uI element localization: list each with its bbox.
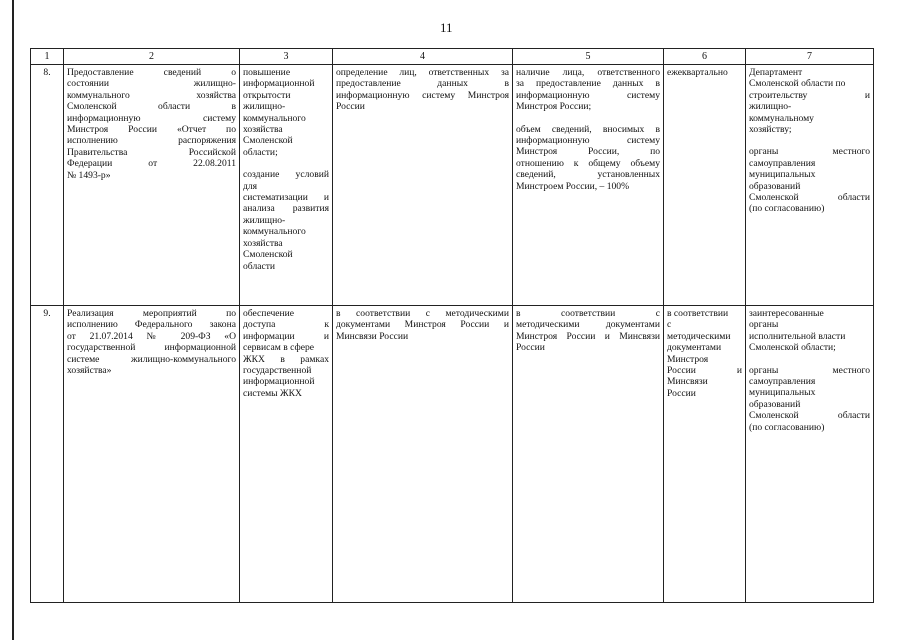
cell-line: Смоленской области по (749, 78, 846, 90)
cell-line: образований (749, 398, 801, 410)
cell-line: Минсвязи (667, 376, 708, 388)
cell-line: Смоленской области (749, 410, 870, 422)
cell-line: коммунальному (749, 112, 814, 124)
cell-line: Смоленской области в (67, 101, 236, 113)
cell-line: информационную систему (516, 89, 660, 101)
responsible-cell (746, 65, 874, 306)
column-number-4: 4 (333, 49, 513, 65)
cell-line: анализа развития (243, 203, 329, 215)
cell-line: информационную систему (516, 135, 660, 147)
cell-line: Смоленской (243, 249, 293, 261)
cell-line: муниципальных (749, 169, 816, 181)
measures-cell (333, 306, 513, 603)
cell-line: области; (243, 146, 278, 158)
cell-line: России и (667, 365, 742, 377)
cell-line: Минстроя (667, 353, 709, 365)
cell-line: коммунального (243, 112, 306, 124)
cell-line: самоуправления (749, 157, 816, 169)
cell-line: в соответствии с (516, 308, 660, 319)
cell-line: Правительства Российской (67, 146, 236, 158)
cell-line: Департамент (749, 67, 803, 78)
cell-line: в соответствии с методическими (336, 308, 509, 319)
cell-line: хозяйству; (749, 124, 792, 136)
measures-cell (333, 65, 513, 306)
cell-line: коммунального хозяйства (67, 89, 236, 101)
cell-line: сервисам в сфере (243, 342, 315, 354)
cell-line: информационную систему (67, 112, 236, 124)
indicator-cell (513, 65, 664, 306)
cell-line: России (336, 101, 365, 113)
cell-line: России (667, 387, 696, 399)
cell-line: обеспечение (243, 308, 295, 319)
cell-line: исполнению распоряжения (67, 135, 236, 147)
cell-line: жилищно- (749, 101, 792, 113)
cell-line: информационной (243, 376, 315, 388)
cell-line: наличие лица, ответственного (516, 67, 660, 78)
cell-line: сведений, установленных (516, 169, 660, 181)
table-row (31, 65, 874, 306)
cell-line: хозяйства» (67, 365, 112, 377)
table-row (31, 306, 874, 603)
row-number: 9. (31, 306, 64, 603)
column-number-1: 1 (31, 49, 64, 65)
cell-line: систематизации и (243, 192, 329, 204)
cell-line: Предоставление сведений о (67, 67, 236, 78)
column-number-2: 2 (64, 49, 240, 65)
cell-line: № 1493-р» (67, 169, 111, 181)
cell-line: доступа к (243, 319, 329, 331)
plan-table (30, 48, 874, 603)
column-number-7: 7 (746, 49, 874, 65)
cell-line: Федерации от 22.08.2011 (67, 158, 236, 170)
scan-edge-line (12, 0, 14, 640)
cell-line: Реализация мероприятий по (67, 308, 236, 319)
goal-cell (240, 65, 333, 306)
cell-line: за предоставление данных в (516, 78, 660, 90)
cell-line: жилищно- (243, 101, 286, 113)
cell-line: Минстроя России «Отчет по (67, 124, 236, 136)
cell-line: создание условий (243, 169, 329, 181)
page-number: 11 (440, 20, 453, 35)
cell-line: Минстроя России и Минсвязи (516, 330, 660, 342)
column-number-header-row (31, 49, 874, 65)
deadline-cell (664, 65, 746, 306)
cell-line: Минстроем России, – 100% (516, 180, 630, 192)
deadline-cell (664, 306, 746, 603)
cell-line: Смоленской области (749, 192, 870, 204)
cell-line: образований (749, 180, 801, 192)
activity-cell (64, 306, 240, 603)
cell-line: для (243, 180, 258, 192)
cell-line: жилищно- (243, 214, 286, 226)
cell-line: от 21.07.2014 № 209-ФЗ «О (67, 330, 236, 342)
cell-line: России (516, 342, 545, 354)
cell-line: системе жилищно-коммунального (67, 353, 236, 365)
cell-line: Минстроя России, по (516, 146, 660, 158)
cell-line: исполнению Федерального закона (67, 319, 236, 331)
cell-line: повышение (243, 67, 291, 78)
cell-line: (по согласованию) (749, 203, 825, 215)
cell-line: Минстроя России; (516, 101, 592, 113)
cell-line: муниципальных (749, 387, 816, 399)
cell-line: методическими документами (516, 319, 660, 331)
cell-line: в соответствии (667, 308, 729, 319)
cell-line: открытости (243, 89, 291, 101)
cell-line: хозяйства (243, 237, 283, 249)
cell-line: органы местного (749, 146, 870, 158)
cell-line: строительству и (749, 89, 870, 101)
cell-line: информации и (243, 330, 329, 342)
cell-line: Минсвязи России (336, 330, 409, 342)
cell-line: состоянии жилищно- (67, 78, 236, 90)
cell-line: системы ЖКХ (243, 387, 302, 399)
row-number: 8. (31, 65, 64, 306)
cell-line: отношению к общему объему (516, 157, 660, 169)
cell-line: Смоленской области; (749, 342, 836, 354)
cell-line: самоуправления (749, 376, 816, 388)
goal-cell (240, 306, 333, 603)
column-number-3: 3 (240, 49, 333, 65)
cell-line: определение лиц, ответственных за (336, 67, 509, 78)
cell-line: документами (667, 342, 722, 354)
cell-line: объем сведений, вносимых в (516, 123, 660, 135)
cell-line: предоставление данных в (336, 78, 509, 90)
cell-line: документами Минстроя России и (336, 319, 509, 331)
cell-line: органы (749, 319, 779, 331)
cell-line: государственной (243, 365, 312, 377)
column-number-5: 5 (513, 49, 664, 65)
activity-cell (64, 65, 240, 306)
cell-line: информационной (243, 78, 315, 90)
cell-line: органы местного (749, 364, 870, 376)
cell-line: Смоленской (243, 135, 293, 147)
cell-line: коммунального (243, 226, 306, 238)
cell-line: информационную систему Минстроя (336, 89, 509, 101)
cell-line: (по согласованию) (749, 421, 825, 433)
cell-line: области (243, 260, 276, 272)
cell-line: заинтересованные (749, 308, 824, 319)
cell-line: государственной информационной (67, 342, 236, 354)
cell-line: исполнительной власти (749, 330, 846, 342)
indicator-cell (513, 306, 664, 603)
cell-line: хозяйства (243, 124, 283, 136)
responsible-cell (746, 306, 874, 603)
cell-line: ЖКХ в рамках (243, 353, 329, 365)
column-number-6: 6 (664, 49, 746, 65)
cell-line: ежеквартально (667, 67, 728, 78)
cell-line: методическими (667, 330, 731, 342)
cell-line: с (667, 319, 672, 331)
